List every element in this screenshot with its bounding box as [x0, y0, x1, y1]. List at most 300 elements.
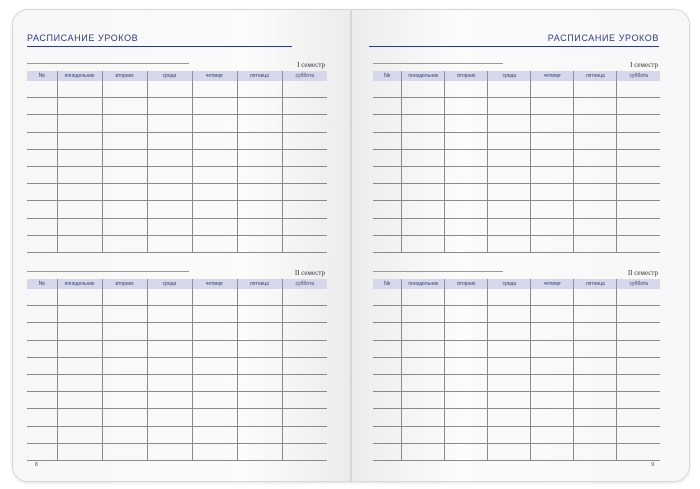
lesson-cell	[617, 201, 660, 218]
semester-2-label: II семестр	[294, 269, 325, 277]
lesson-cell	[488, 98, 531, 115]
lesson-cell	[617, 184, 660, 201]
lesson-cell	[617, 115, 660, 132]
lesson-cell	[192, 81, 237, 98]
lesson-cell	[237, 98, 282, 115]
lesson-cell	[147, 323, 192, 340]
lesson-cell	[282, 218, 327, 235]
lesson-cell	[102, 201, 147, 218]
column-header-day: суббота	[282, 279, 327, 289]
table-row	[27, 184, 327, 201]
lesson-cell	[531, 132, 574, 149]
lesson-cell	[574, 323, 617, 340]
lesson-cell	[617, 235, 660, 252]
lesson-cell	[445, 235, 488, 252]
table-row	[373, 218, 660, 235]
column-header-day: пятница	[574, 279, 617, 289]
lesson-cell	[574, 201, 617, 218]
column-header-number: №	[27, 71, 57, 81]
lesson-cell	[282, 115, 327, 132]
lesson-cell	[531, 323, 574, 340]
lesson-cell	[445, 443, 488, 460]
lesson-number-cell	[373, 81, 402, 98]
lesson-cell	[147, 81, 192, 98]
lesson-cell	[147, 218, 192, 235]
lesson-number-cell	[373, 166, 402, 183]
lesson-cell	[57, 443, 102, 460]
semester-1-label: I семестр	[297, 61, 325, 69]
lesson-cell	[574, 115, 617, 132]
lesson-cell	[237, 218, 282, 235]
column-header-day: суббота	[617, 71, 660, 81]
table-row	[27, 166, 327, 183]
lesson-cell	[531, 340, 574, 357]
lesson-cell	[488, 374, 531, 391]
semester-1-label: I семестр	[630, 61, 658, 69]
lesson-cell	[531, 357, 574, 374]
table-row	[27, 98, 327, 115]
lesson-number-cell	[27, 306, 57, 323]
lesson-cell	[282, 289, 327, 306]
table-row	[373, 409, 660, 426]
lesson-cell	[147, 149, 192, 166]
lesson-cell	[147, 235, 192, 252]
lesson-number-cell	[373, 357, 402, 374]
lesson-cell	[402, 340, 445, 357]
column-header-day: вторник	[445, 71, 488, 81]
lesson-cell	[102, 149, 147, 166]
timetable-header-row	[27, 71, 327, 81]
lesson-cell	[57, 306, 102, 323]
lesson-cell	[445, 306, 488, 323]
lesson-cell	[402, 357, 445, 374]
lesson-cell	[102, 306, 147, 323]
lesson-number-cell	[27, 409, 57, 426]
lesson-cell	[574, 426, 617, 443]
lesson-number-cell	[373, 115, 402, 132]
lesson-cell	[402, 323, 445, 340]
column-header-day: пятница	[237, 279, 282, 289]
lesson-cell	[102, 184, 147, 201]
column-header-day: пятница	[237, 71, 282, 81]
lesson-cell	[574, 81, 617, 98]
lesson-cell	[531, 115, 574, 132]
table-row	[27, 201, 327, 218]
lesson-cell	[488, 166, 531, 183]
table-row	[373, 184, 660, 201]
column-header-number: №	[373, 71, 402, 81]
column-header-day: среда	[488, 279, 531, 289]
lesson-number-cell	[27, 235, 57, 252]
column-header-day: суббота	[617, 279, 660, 289]
lesson-cell	[402, 392, 445, 409]
lesson-cell	[57, 184, 102, 201]
lesson-cell	[147, 201, 192, 218]
lesson-cell	[617, 340, 660, 357]
lesson-cell	[531, 306, 574, 323]
lesson-cell	[57, 81, 102, 98]
timetable-header-row	[373, 279, 660, 289]
lesson-cell	[445, 98, 488, 115]
lesson-number-cell	[27, 81, 57, 98]
table-row	[373, 357, 660, 374]
notebook-spread	[12, 9, 690, 482]
lesson-cell	[237, 201, 282, 218]
table-row	[27, 409, 327, 426]
lesson-cell	[488, 409, 531, 426]
column-header-day: четверг	[192, 279, 237, 289]
lesson-cell	[57, 98, 102, 115]
lesson-cell	[147, 340, 192, 357]
lesson-number-cell	[27, 115, 57, 132]
lesson-cell	[531, 98, 574, 115]
lesson-cell	[402, 184, 445, 201]
lesson-cell	[57, 323, 102, 340]
lesson-cell	[488, 340, 531, 357]
lesson-cell	[282, 149, 327, 166]
lesson-cell	[445, 218, 488, 235]
table-row	[27, 443, 327, 460]
lesson-cell	[282, 409, 327, 426]
table-row	[373, 426, 660, 443]
lesson-cell	[282, 184, 327, 201]
table-row	[27, 340, 327, 357]
page-number: 8	[35, 462, 38, 468]
lesson-cell	[531, 374, 574, 391]
lesson-cell	[445, 357, 488, 374]
lesson-cell	[57, 392, 102, 409]
lesson-cell	[402, 374, 445, 391]
lesson-cell	[617, 289, 660, 306]
lesson-number-cell	[27, 149, 57, 166]
lesson-cell	[445, 409, 488, 426]
lesson-cell	[237, 289, 282, 306]
lesson-cell	[488, 289, 531, 306]
lesson-cell	[147, 374, 192, 391]
lesson-cell	[488, 323, 531, 340]
lesson-cell	[282, 98, 327, 115]
column-header-day: среда	[147, 279, 192, 289]
table-row	[27, 426, 327, 443]
lesson-number-cell	[27, 98, 57, 115]
lesson-cell	[488, 443, 531, 460]
lesson-cell	[147, 306, 192, 323]
lesson-number-cell	[27, 132, 57, 149]
lesson-cell	[102, 166, 147, 183]
lesson-cell	[488, 306, 531, 323]
lesson-cell	[102, 81, 147, 98]
lesson-cell	[102, 392, 147, 409]
table-row	[27, 132, 327, 149]
lesson-cell	[192, 323, 237, 340]
lesson-cell	[617, 81, 660, 98]
lesson-number-cell	[373, 149, 402, 166]
timetable-header-row	[27, 279, 327, 289]
lesson-cell	[445, 184, 488, 201]
lesson-cell	[488, 132, 531, 149]
lesson-number-cell	[373, 306, 402, 323]
lesson-number-cell	[27, 184, 57, 201]
table-row	[27, 392, 327, 409]
timetable-grid	[373, 279, 660, 461]
lesson-cell	[445, 426, 488, 443]
lesson-cell	[57, 357, 102, 374]
lesson-cell	[574, 340, 617, 357]
lesson-cell	[57, 132, 102, 149]
lesson-cell	[402, 149, 445, 166]
lesson-cell	[57, 166, 102, 183]
lesson-cell	[402, 218, 445, 235]
lesson-number-cell	[27, 201, 57, 218]
lesson-cell	[531, 426, 574, 443]
lesson-cell	[237, 374, 282, 391]
lesson-cell	[488, 115, 531, 132]
lesson-cell	[192, 149, 237, 166]
lesson-cell	[57, 235, 102, 252]
lesson-cell	[531, 409, 574, 426]
lesson-cell	[192, 392, 237, 409]
lesson-cell	[147, 98, 192, 115]
lesson-cell	[237, 426, 282, 443]
lesson-cell	[57, 289, 102, 306]
lesson-cell	[488, 357, 531, 374]
lesson-cell	[617, 392, 660, 409]
lesson-cell	[531, 184, 574, 201]
lesson-number-cell	[373, 443, 402, 460]
lesson-cell	[445, 374, 488, 391]
lesson-cell	[282, 166, 327, 183]
lesson-cell	[57, 409, 102, 426]
table-row	[373, 374, 660, 391]
lesson-cell	[282, 306, 327, 323]
lesson-cell	[237, 306, 282, 323]
lesson-cell	[402, 306, 445, 323]
lesson-cell	[102, 235, 147, 252]
lesson-cell	[488, 149, 531, 166]
lesson-cell	[192, 98, 237, 115]
lesson-cell	[237, 184, 282, 201]
lesson-cell	[531, 81, 574, 98]
lesson-cell	[57, 115, 102, 132]
lesson-cell	[445, 340, 488, 357]
spine-fold	[350, 10, 352, 481]
lesson-cell	[282, 81, 327, 98]
lesson-cell	[147, 115, 192, 132]
table-row	[27, 218, 327, 235]
table-row	[373, 323, 660, 340]
lesson-cell	[192, 115, 237, 132]
lesson-cell	[617, 426, 660, 443]
table-row	[27, 115, 327, 132]
lesson-cell	[102, 409, 147, 426]
lesson-number-cell	[373, 426, 402, 443]
lesson-number-cell	[27, 289, 57, 306]
lesson-cell	[192, 306, 237, 323]
lesson-cell	[102, 115, 147, 132]
lesson-cell	[531, 218, 574, 235]
column-header-day: четверг	[192, 71, 237, 81]
page-number: 9	[651, 462, 654, 468]
timetable-header-row	[373, 71, 660, 81]
column-header-day: пятница	[574, 71, 617, 81]
lesson-cell	[192, 443, 237, 460]
semester-name-line	[373, 63, 503, 64]
lesson-number-cell	[27, 426, 57, 443]
lesson-cell	[102, 98, 147, 115]
column-header-day: четверг	[531, 71, 574, 81]
lesson-cell	[574, 132, 617, 149]
lesson-cell	[574, 166, 617, 183]
lesson-cell	[102, 426, 147, 443]
lesson-cell	[617, 323, 660, 340]
lesson-cell	[102, 132, 147, 149]
column-header-day: среда	[147, 71, 192, 81]
lesson-cell	[147, 443, 192, 460]
lesson-cell	[237, 115, 282, 132]
table-row	[27, 235, 327, 252]
timetable-grid	[373, 71, 660, 253]
lesson-cell	[402, 409, 445, 426]
lesson-cell	[617, 443, 660, 460]
lesson-cell	[574, 149, 617, 166]
lesson-cell	[402, 289, 445, 306]
column-header-day: понедельник	[57, 279, 102, 289]
column-header-day: четверг	[531, 279, 574, 289]
table-row	[373, 235, 660, 252]
lesson-cell	[445, 323, 488, 340]
table-row	[27, 149, 327, 166]
lesson-cell	[445, 81, 488, 98]
lesson-cell	[237, 166, 282, 183]
lesson-cell	[617, 166, 660, 183]
semester-name-line	[27, 63, 189, 64]
table-row	[373, 443, 660, 460]
column-header-number: №	[373, 279, 402, 289]
lesson-cell	[617, 409, 660, 426]
lesson-cell	[192, 235, 237, 252]
column-header-day: вторник	[102, 71, 147, 81]
lesson-cell	[192, 374, 237, 391]
lesson-number-cell	[27, 392, 57, 409]
lesson-cell	[617, 374, 660, 391]
lesson-cell	[192, 357, 237, 374]
lesson-cell	[57, 218, 102, 235]
lesson-cell	[617, 149, 660, 166]
lesson-number-cell	[27, 323, 57, 340]
lesson-cell	[402, 443, 445, 460]
lesson-cell	[57, 149, 102, 166]
lesson-cell	[282, 340, 327, 357]
lesson-number-cell	[27, 374, 57, 391]
lesson-cell	[282, 323, 327, 340]
lesson-cell	[488, 426, 531, 443]
lesson-cell	[402, 81, 445, 98]
lesson-cell	[147, 357, 192, 374]
lesson-cell	[531, 149, 574, 166]
page-title: РАСПИСАНИЕ УРОКОВ	[27, 33, 139, 43]
lesson-number-cell	[373, 132, 402, 149]
lesson-cell	[192, 201, 237, 218]
lesson-cell	[574, 289, 617, 306]
lesson-cell	[488, 218, 531, 235]
lesson-cell	[192, 218, 237, 235]
lesson-cell	[192, 340, 237, 357]
lesson-cell	[531, 235, 574, 252]
lesson-cell	[192, 166, 237, 183]
lesson-number-cell	[27, 166, 57, 183]
lesson-number-cell	[373, 409, 402, 426]
lesson-cell	[402, 166, 445, 183]
lesson-cell	[237, 409, 282, 426]
table-row	[27, 81, 327, 98]
lesson-cell	[445, 115, 488, 132]
title-rule	[27, 46, 292, 47]
lesson-cell	[237, 340, 282, 357]
lesson-cell	[445, 289, 488, 306]
semester-name-line	[27, 271, 189, 272]
column-header-day: понедельник	[57, 71, 102, 81]
lesson-number-cell	[373, 235, 402, 252]
lesson-cell	[102, 340, 147, 357]
table-row	[27, 306, 327, 323]
lesson-cell	[102, 289, 147, 306]
lesson-number-cell	[373, 340, 402, 357]
lesson-cell	[102, 443, 147, 460]
lesson-cell	[617, 357, 660, 374]
lesson-cell	[488, 235, 531, 252]
table-row	[27, 374, 327, 391]
lesson-cell	[617, 132, 660, 149]
lesson-number-cell	[373, 374, 402, 391]
lesson-cell	[282, 235, 327, 252]
lesson-cell	[574, 392, 617, 409]
lesson-cell	[192, 289, 237, 306]
table-row	[373, 115, 660, 132]
column-header-day: понедельник	[402, 71, 445, 81]
lesson-cell	[402, 115, 445, 132]
lesson-cell	[57, 340, 102, 357]
lesson-cell	[102, 357, 147, 374]
lesson-cell	[402, 426, 445, 443]
column-header-day: среда	[488, 71, 531, 81]
column-header-day: суббота	[282, 71, 327, 81]
lesson-number-cell	[27, 340, 57, 357]
lesson-cell	[237, 392, 282, 409]
lesson-cell	[237, 81, 282, 98]
lesson-number-cell	[27, 443, 57, 460]
lesson-cell	[574, 306, 617, 323]
column-header-day: понедельник	[402, 279, 445, 289]
lesson-cell	[282, 201, 327, 218]
table-row	[373, 340, 660, 357]
lesson-number-cell	[373, 98, 402, 115]
table-row	[373, 132, 660, 149]
lesson-cell	[237, 132, 282, 149]
lesson-cell	[192, 409, 237, 426]
lesson-cell	[282, 443, 327, 460]
semester-name-line	[373, 271, 503, 272]
table-row	[373, 306, 660, 323]
lesson-number-cell	[373, 392, 402, 409]
lesson-cell	[574, 235, 617, 252]
lesson-cell	[445, 392, 488, 409]
right-page	[351, 10, 689, 481]
lesson-cell	[147, 132, 192, 149]
lesson-cell	[147, 409, 192, 426]
lesson-cell	[531, 392, 574, 409]
semester-2-label: II семестр	[627, 269, 658, 277]
lesson-cell	[237, 323, 282, 340]
